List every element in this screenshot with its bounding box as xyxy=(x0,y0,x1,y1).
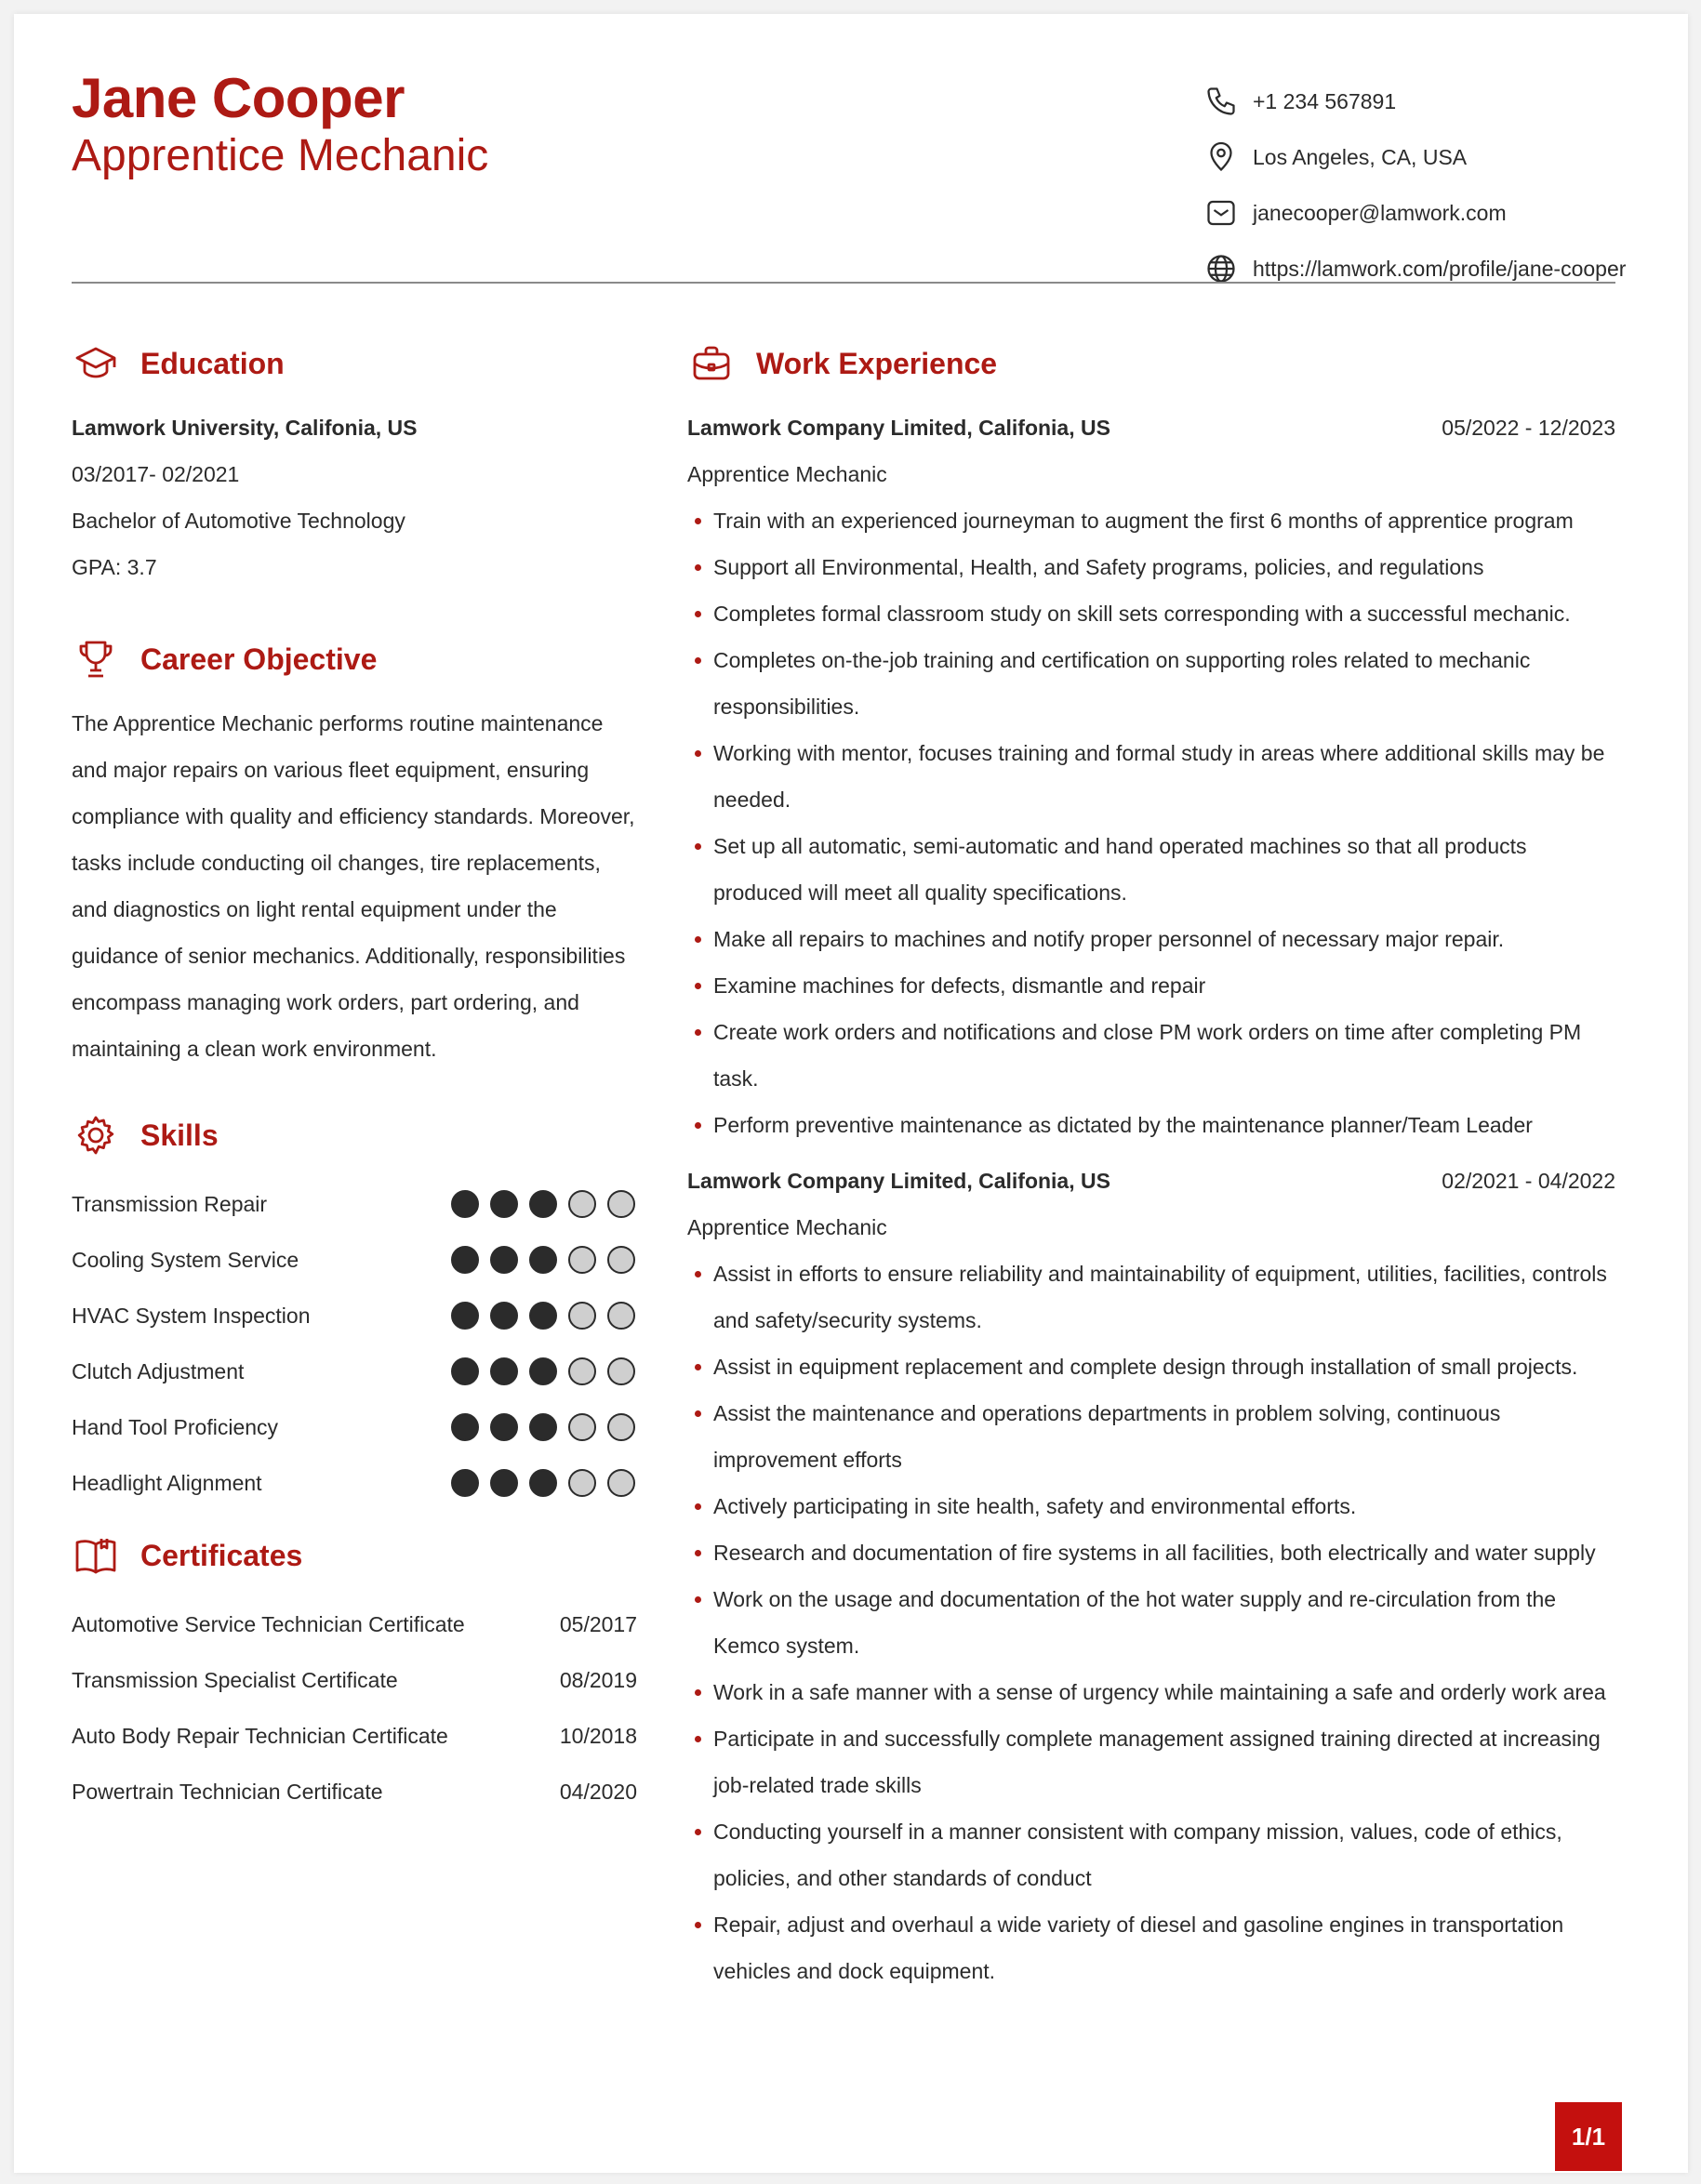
skill-level-dots xyxy=(451,1246,635,1274)
job-title: Apprentice Mechanic xyxy=(72,131,489,180)
job-bullet: Support all Environmental, Health, and Safety programs, policies, and regulations xyxy=(687,544,1615,590)
page-indicator: 1/1 xyxy=(1555,2102,1622,2171)
graduation-cap-icon xyxy=(72,339,120,388)
objective-heading: Career Objective xyxy=(140,642,378,676)
skill-level-dots xyxy=(451,1357,635,1385)
right-column xyxy=(687,339,1615,1994)
contact-phone-text: +1 234 567891 xyxy=(1253,88,1397,113)
resume-page xyxy=(14,14,1688,2173)
certificate-date: 10/2018 xyxy=(559,1723,637,1748)
skill-dot-filled xyxy=(490,1302,518,1330)
skill-row xyxy=(72,1288,637,1343)
skills-heading: Skills xyxy=(140,1118,219,1152)
trophy-icon xyxy=(72,635,120,683)
contact-location-text: Los Angeles, CA, USA xyxy=(1253,144,1468,169)
contact-phone xyxy=(1203,73,1649,129)
work-header xyxy=(687,339,1615,388)
job-bullet: Work on the usage and documentation of the hot water supply and re-circulation from the Kemco system. xyxy=(687,1576,1615,1669)
certificate-name: Auto Body Repair Technician Certificate xyxy=(72,1723,448,1748)
job-bullet: Assist the maintenance and operations departments in problem solving, continuous improvement efforts xyxy=(687,1390,1615,1483)
job-bullet: Create work orders and notifications and close PM work orders on time after completing PM task. xyxy=(687,1009,1615,1102)
skill-dot-empty xyxy=(607,1357,635,1385)
job-role: Apprentice Mechanic xyxy=(687,1215,887,1239)
location-pin-icon xyxy=(1203,139,1240,176)
skill-row xyxy=(72,1232,637,1288)
skill-level-dots xyxy=(451,1469,635,1497)
job-bullet: Repair, adjust and overhaul a wide variety of diesel and gasoline engines in transportation vehicles and dock equipment. xyxy=(687,1901,1615,1994)
job-bullet: Work in a safe manner with a sense of urgency while maintaining a safe and orderly work area xyxy=(687,1669,1615,1715)
certificates-section xyxy=(72,1531,637,1820)
skill-name: Transmission Repair xyxy=(72,1191,268,1216)
skill-dot-empty xyxy=(568,1357,596,1385)
jobs-list xyxy=(687,404,1615,1994)
skill-row xyxy=(72,1455,637,1511)
skill-row xyxy=(72,1399,637,1455)
skill-dot-empty xyxy=(607,1302,635,1330)
skill-dot-filled xyxy=(529,1246,557,1274)
header-divider xyxy=(72,282,1615,284)
skill-dot-filled xyxy=(490,1246,518,1274)
skill-dot-filled xyxy=(451,1469,479,1497)
contact-website xyxy=(1203,241,1649,297)
skill-level-dots xyxy=(451,1190,635,1218)
education-degree: Bachelor of Automotive Technology xyxy=(72,509,405,533)
job-bullet: Set up all automatic, semi-automatic and hand operated machines so that all products produced will meet all quality specifications. xyxy=(687,823,1615,916)
certificate-row xyxy=(72,1652,637,1708)
contact-list xyxy=(1203,73,1649,297)
job-entry xyxy=(687,1158,1615,1994)
mail-icon xyxy=(1203,194,1240,232)
skill-name: Hand Tool Proficiency xyxy=(72,1414,279,1439)
skill-dot-filled xyxy=(529,1357,557,1385)
skill-dot-filled xyxy=(529,1413,557,1441)
skill-name: Cooling System Service xyxy=(72,1247,299,1272)
job-bullet: Assist in efforts to ensure reliability and maintainability of equipment, utilities, facilities, controls and safety/security systems. xyxy=(687,1251,1615,1343)
job-bullet: Make all repairs to machines and notify proper personnel of necessary major repair. xyxy=(687,916,1615,962)
skill-dot-empty xyxy=(568,1246,596,1274)
certificate-name: Automotive Service Technician Certificate xyxy=(72,1611,465,1636)
skill-name: Headlight Alignment xyxy=(72,1470,262,1495)
certificate-name: Transmission Specialist Certificate xyxy=(72,1667,398,1692)
certificate-row xyxy=(72,1596,637,1652)
job-bullet: Train with an experienced journeyman to augment the first 6 months of apprentice program xyxy=(687,497,1615,544)
skill-dot-filled xyxy=(451,1190,479,1218)
job-dates: 05/2022 - 12/2023 xyxy=(1442,416,1615,440)
skill-dot-filled xyxy=(490,1190,518,1218)
skill-dot-filled xyxy=(529,1190,557,1218)
education-school: Lamwork University, Califonia, US xyxy=(72,416,418,440)
certificates-list xyxy=(72,1596,637,1820)
certificates-header xyxy=(72,1531,637,1580)
job-header xyxy=(687,1158,1615,1204)
skill-dot-empty xyxy=(607,1190,635,1218)
certificate-row xyxy=(72,1764,637,1820)
open-book-icon xyxy=(72,1531,120,1580)
phone-icon xyxy=(1203,83,1240,120)
job-bullet: Completes on-the-job training and certification on supporting roles related to mechanic responsibilities. xyxy=(687,637,1615,730)
job-bullet: Examine machines for defects, dismantle and repair xyxy=(687,962,1615,1009)
objective-section xyxy=(72,635,637,1072)
objective-text: The Apprentice Mechanic performs routine maintenance and major repairs on various fleet equipment, ensuring compliance with quality and efficiency standards. Moreover, tasks include conducting oil changes, tire replacements, and diagnostics on light rental equipment under the guidance of senior mechanics. Additionally, responsibilities encompass managing work orders, part ordering, and maintaining a clean work environment. xyxy=(72,711,635,1061)
job-dates: 02/2021 - 04/2022 xyxy=(1442,1169,1615,1193)
skill-dot-empty xyxy=(568,1302,596,1330)
contact-email xyxy=(1203,185,1649,241)
job-bullet: Conducting yourself in a manner consistent with company mission, values, code of ethics, policies, and other standards of conduct xyxy=(687,1808,1615,1901)
job-bullet: Assist in equipment replacement and complete design through installation of small projects. xyxy=(687,1343,1615,1390)
skills-section xyxy=(72,1111,637,1511)
job-bullets xyxy=(687,1251,1615,1994)
job-bullet: Perform preventive maintenance as dictated by the maintenance planner/Team Leader xyxy=(687,1102,1615,1148)
job-bullets xyxy=(687,497,1615,1148)
candidate-name: Jane Cooper xyxy=(72,67,405,129)
job-bullet: Research and documentation of fire systems in all facilities, both electrically and water supply xyxy=(687,1529,1615,1576)
skill-dot-empty xyxy=(568,1190,596,1218)
job-bullet: Completes formal classroom study on skill sets corresponding with a successful mechanic. xyxy=(687,590,1615,637)
skill-dot-empty xyxy=(568,1469,596,1497)
skill-dot-filled xyxy=(529,1469,557,1497)
job-company: Lamwork Company Limited, Califonia, US xyxy=(687,416,1110,440)
skill-dot-filled xyxy=(451,1302,479,1330)
skill-dot-filled xyxy=(490,1413,518,1441)
skill-level-dots xyxy=(451,1302,635,1330)
education-header xyxy=(72,339,637,388)
skill-name: HVAC System Inspection xyxy=(72,1303,311,1328)
skill-dot-filled xyxy=(490,1469,518,1497)
job-company: Lamwork Company Limited, Califonia, US xyxy=(687,1169,1110,1193)
job-bullet: Working with mentor, focuses training and formal study in areas where additional skills may be needed. xyxy=(687,730,1615,823)
education-heading: Education xyxy=(140,346,285,380)
left-column xyxy=(72,339,637,1820)
contact-website-text[interactable]: https://lamwork.com/profile/jane-cooper xyxy=(1253,256,1627,281)
job-header xyxy=(687,404,1615,451)
skill-dot-filled xyxy=(451,1413,479,1441)
objective-header xyxy=(72,635,637,683)
education-dates: 03/2017- 02/2021 xyxy=(72,462,240,486)
skill-dot-empty xyxy=(607,1246,635,1274)
skill-dot-filled xyxy=(529,1302,557,1330)
skills-header xyxy=(72,1111,637,1159)
work-heading: Work Experience xyxy=(756,346,998,380)
education-gpa: GPA: 3.7 xyxy=(72,555,157,579)
job-bullet: Actively participating in site health, safety and environmental efforts. xyxy=(687,1483,1615,1529)
certificate-date: 04/2020 xyxy=(559,1779,637,1804)
contact-location xyxy=(1203,129,1649,185)
certificate-date: 08/2019 xyxy=(559,1667,637,1692)
skill-dot-filled xyxy=(451,1357,479,1385)
contact-email-text[interactable]: janecooper@lamwork.com xyxy=(1253,200,1507,225)
education-section xyxy=(72,339,637,590)
skill-name: Clutch Adjustment xyxy=(72,1358,245,1383)
skill-row xyxy=(72,1176,637,1232)
certificate-date: 05/2017 xyxy=(559,1611,637,1636)
skill-dot-filled xyxy=(451,1246,479,1274)
job-role: Apprentice Mechanic xyxy=(687,462,887,486)
skill-dot-empty xyxy=(607,1469,635,1497)
skill-dot-empty xyxy=(607,1413,635,1441)
skill-dot-filled xyxy=(490,1357,518,1385)
certificate-name: Powertrain Technician Certificate xyxy=(72,1779,383,1804)
briefcase-icon xyxy=(687,339,736,388)
skill-row xyxy=(72,1343,637,1399)
skills-list xyxy=(72,1176,637,1511)
certificate-row xyxy=(72,1708,637,1764)
skill-level-dots xyxy=(451,1413,635,1441)
skill-dot-empty xyxy=(568,1413,596,1441)
job-bullet: Participate in and successfully complete management assigned training directed at increasing job-related trade skills xyxy=(687,1715,1615,1808)
certificates-heading: Certificates xyxy=(140,1538,303,1572)
job-entry xyxy=(687,404,1615,1148)
gear-icon xyxy=(72,1111,120,1159)
